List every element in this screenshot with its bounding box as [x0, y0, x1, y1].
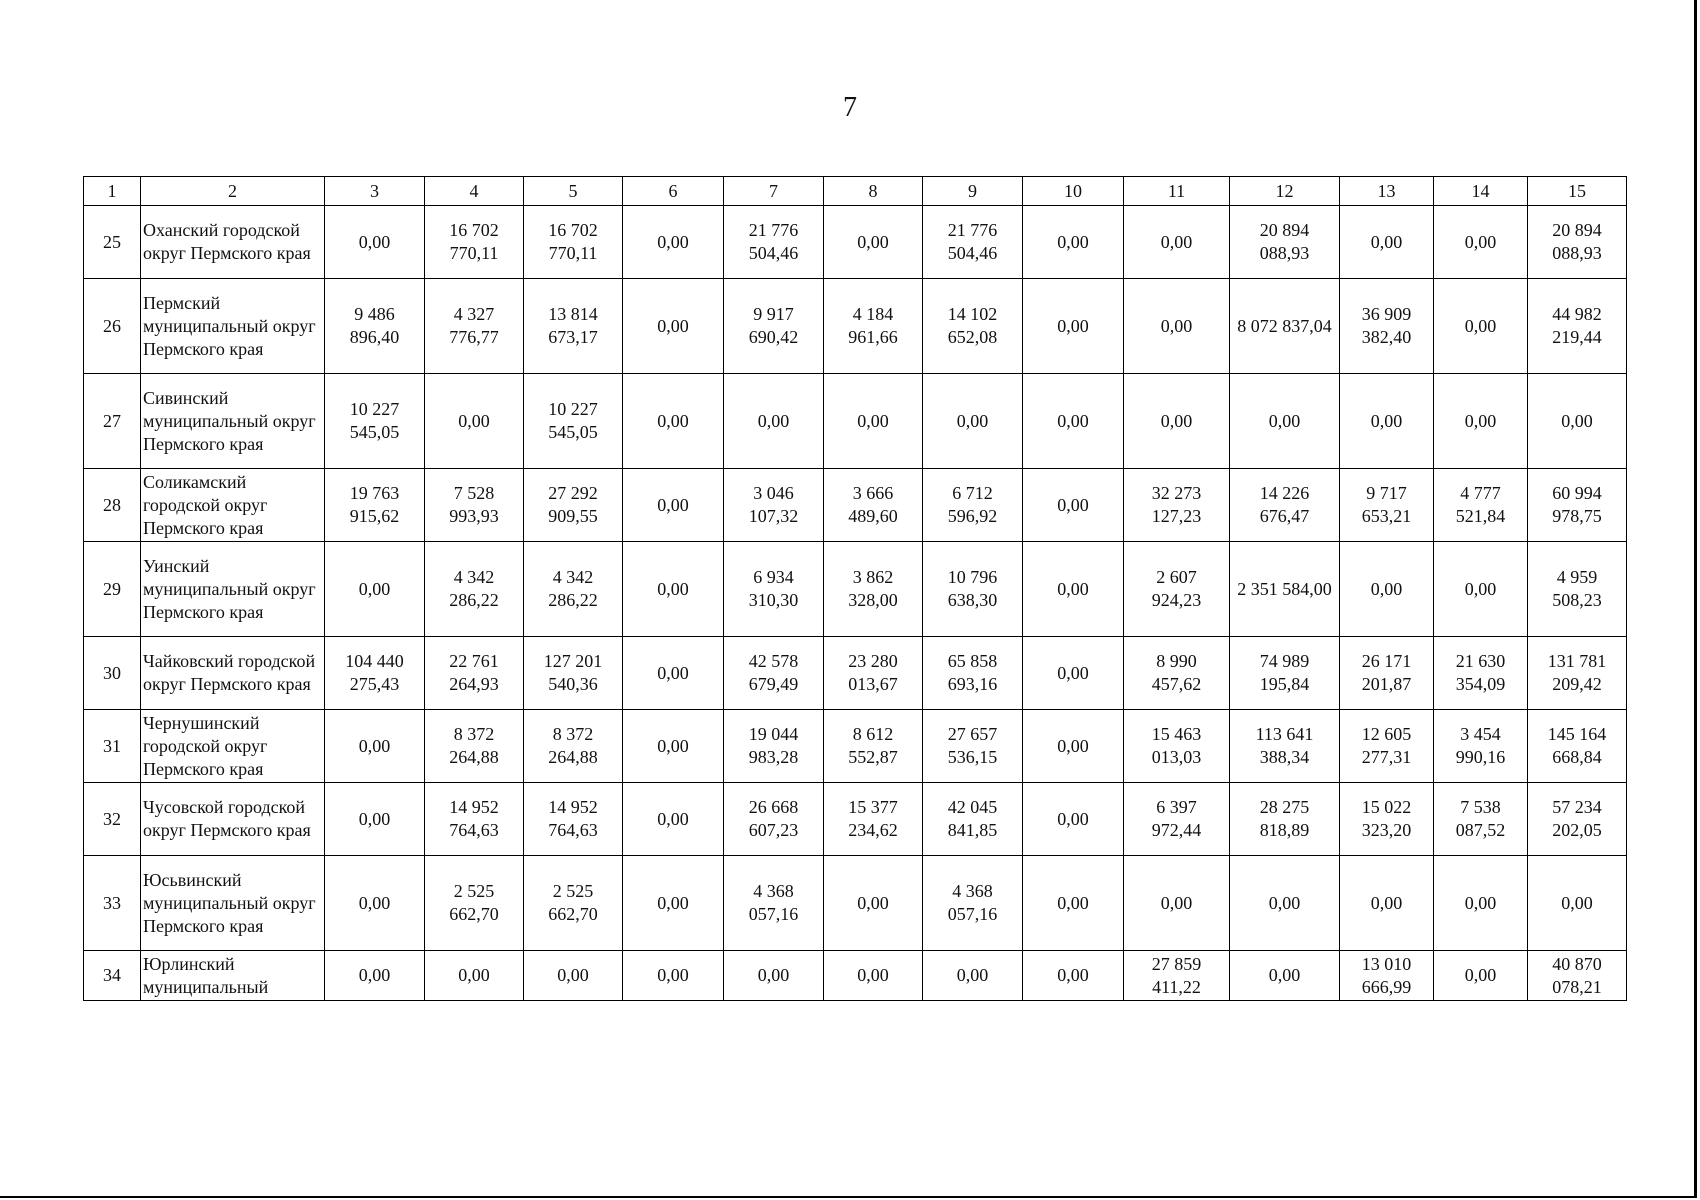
- row-number-cell: 27: [84, 374, 141, 469]
- column-header: 11: [1124, 177, 1230, 206]
- value-cell: 4 368 057,16: [724, 856, 824, 951]
- value-cell: 16 702 770,11: [425, 206, 524, 279]
- value-cell: 20 894 088,93: [1230, 206, 1340, 279]
- column-header: 8: [824, 177, 923, 206]
- value-cell: 131 781 209,42: [1528, 637, 1627, 710]
- value-cell: 0,00: [1124, 374, 1230, 469]
- value-cell: 0,00: [1023, 951, 1124, 1001]
- table-body: [84, 206, 1627, 1001]
- value-cell: 0,00: [1230, 951, 1340, 1001]
- value-cell: 23 280 013,67: [824, 637, 923, 710]
- row-number-cell: 30: [84, 637, 141, 710]
- value-cell: 19 044 983,28: [724, 710, 824, 783]
- value-cell: 0,00: [1023, 710, 1124, 783]
- column-header: 14: [1434, 177, 1528, 206]
- table-row: [84, 469, 1627, 542]
- value-cell: 0,00: [1023, 783, 1124, 856]
- value-cell: 0,00: [425, 951, 524, 1001]
- row-number-cell: 25: [84, 206, 141, 279]
- column-header: 4: [425, 177, 524, 206]
- value-cell: 8 372 264,88: [524, 710, 623, 783]
- value-cell: 15 022 323,20: [1340, 783, 1434, 856]
- value-cell: 4 368 057,16: [923, 856, 1023, 951]
- value-cell: 10 227 545,05: [325, 374, 425, 469]
- column-header: 9: [923, 177, 1023, 206]
- value-cell: 0,00: [1340, 542, 1434, 637]
- value-cell: 12 605 277,31: [1340, 710, 1434, 783]
- value-cell: 6 712 596,92: [923, 469, 1023, 542]
- table-row: [84, 374, 1627, 469]
- municipality-name-cell: Юсьвинский муниципальный округ Пермского края: [141, 856, 325, 951]
- value-cell: 0,00: [824, 374, 923, 469]
- value-cell: 26 668 607,23: [724, 783, 824, 856]
- table-row: [84, 951, 1627, 1001]
- value-cell: 0,00: [325, 783, 425, 856]
- value-cell: 4 959 508,23: [1528, 542, 1627, 637]
- value-cell: 0,00: [824, 951, 923, 1001]
- value-cell: 26 171 201,87: [1340, 637, 1434, 710]
- column-header: 2: [141, 177, 325, 206]
- value-cell: 15 377 234,62: [824, 783, 923, 856]
- value-cell: 0,00: [1124, 279, 1230, 374]
- table-row: [84, 856, 1627, 951]
- value-cell: 8 372 264,88: [425, 710, 524, 783]
- value-cell: 0,00: [1124, 206, 1230, 279]
- municipality-name-cell: Чернушинский городской округ Пермского края: [141, 710, 325, 783]
- value-cell: 9 917 690,42: [724, 279, 824, 374]
- value-cell: 0,00: [325, 206, 425, 279]
- row-number-cell: 26: [84, 279, 141, 374]
- row-number-cell: 34: [84, 951, 141, 1001]
- value-cell: 4 342 286,22: [524, 542, 623, 637]
- value-cell: 9 717 653,21: [1340, 469, 1434, 542]
- value-cell: 0,00: [824, 856, 923, 951]
- value-cell: 2 525 662,70: [425, 856, 524, 951]
- value-cell: 0,00: [824, 206, 923, 279]
- value-cell: 36 909 382,40: [1340, 279, 1434, 374]
- value-cell: 0,00: [1340, 856, 1434, 951]
- value-cell: 27 292 909,55: [524, 469, 623, 542]
- value-cell: 4 777 521,84: [1434, 469, 1528, 542]
- value-cell: 0,00: [325, 542, 425, 637]
- value-cell: 0,00: [623, 637, 724, 710]
- value-cell: 3 862 328,00: [824, 542, 923, 637]
- value-cell: 0,00: [325, 951, 425, 1001]
- value-cell: 65 858 693,16: [923, 637, 1023, 710]
- table-row: [84, 206, 1627, 279]
- value-cell: 0,00: [623, 374, 724, 469]
- column-header: 10: [1023, 177, 1124, 206]
- value-cell: 20 894 088,93: [1528, 206, 1627, 279]
- municipality-name-cell: Юрлинский муниципальный: [141, 951, 325, 1001]
- value-cell: 10 796 638,30: [923, 542, 1023, 637]
- table-row: [84, 279, 1627, 374]
- row-number-cell: 31: [84, 710, 141, 783]
- value-cell: 16 702 770,11: [524, 206, 623, 279]
- value-cell: 0,00: [1124, 856, 1230, 951]
- column-header: 1: [84, 177, 141, 206]
- value-cell: 0,00: [623, 542, 724, 637]
- value-cell: 3 454 990,16: [1434, 710, 1528, 783]
- value-cell: 7 528 993,93: [425, 469, 524, 542]
- value-cell: 0,00: [623, 206, 724, 279]
- value-cell: 2 525 662,70: [524, 856, 623, 951]
- municipality-name-cell: Оханский городской округ Пермского края: [141, 206, 325, 279]
- value-cell: 3 666 489,60: [824, 469, 923, 542]
- municipality-name-cell: Сивинский муниципальный округ Пермского края: [141, 374, 325, 469]
- value-cell: 14 102 652,08: [923, 279, 1023, 374]
- value-cell: 0,00: [1230, 374, 1340, 469]
- value-cell: 0,00: [1023, 206, 1124, 279]
- value-cell: 7 538 087,52: [1434, 783, 1528, 856]
- value-cell: 74 989 195,84: [1230, 637, 1340, 710]
- value-cell: 14 952 764,63: [524, 783, 623, 856]
- value-cell: 0,00: [1434, 951, 1528, 1001]
- value-cell: 0,00: [1528, 856, 1627, 951]
- data-table: [83, 176, 1627, 1001]
- value-cell: 2 351 584,00: [1230, 542, 1340, 637]
- value-cell: 0,00: [1528, 374, 1627, 469]
- value-cell: 0,00: [724, 951, 824, 1001]
- column-header: 13: [1340, 177, 1434, 206]
- value-cell: 0,00: [325, 710, 425, 783]
- value-cell: 6 934 310,30: [724, 542, 824, 637]
- value-cell: 28 275 818,89: [1230, 783, 1340, 856]
- value-cell: 0,00: [1023, 469, 1124, 542]
- value-cell: 0,00: [623, 710, 724, 783]
- table-row: [84, 710, 1627, 783]
- value-cell: 4 184 961,66: [824, 279, 923, 374]
- value-cell: 10 227 545,05: [524, 374, 623, 469]
- row-number-cell: 33: [84, 856, 141, 951]
- value-cell: 14 952 764,63: [425, 783, 524, 856]
- column-header: 5: [524, 177, 623, 206]
- table-row: [84, 783, 1627, 856]
- value-cell: 0,00: [325, 856, 425, 951]
- value-cell: 42 045 841,85: [923, 783, 1023, 856]
- value-cell: 0,00: [1434, 279, 1528, 374]
- column-header: 12: [1230, 177, 1340, 206]
- value-cell: 0,00: [623, 856, 724, 951]
- row-number-cell: 29: [84, 542, 141, 637]
- value-cell: 127 201 540,36: [524, 637, 623, 710]
- value-cell: 21 630 354,09: [1434, 637, 1528, 710]
- value-cell: 3 046 107,32: [724, 469, 824, 542]
- value-cell: 27 859 411,22: [1124, 951, 1230, 1001]
- value-cell: 4 327 776,77: [425, 279, 524, 374]
- municipality-name-cell: Пермский муниципальный округ Пермского края: [141, 279, 325, 374]
- value-cell: 0,00: [623, 279, 724, 374]
- value-cell: 22 761 264,93: [425, 637, 524, 710]
- page-number: 7: [843, 92, 857, 123]
- value-cell: 0,00: [1023, 279, 1124, 374]
- row-number-cell: 28: [84, 469, 141, 542]
- value-cell: 6 397 972,44: [1124, 783, 1230, 856]
- value-cell: 0,00: [1023, 637, 1124, 710]
- value-cell: 0,00: [1023, 374, 1124, 469]
- value-cell: 0,00: [425, 374, 524, 469]
- value-cell: 13 814 673,17: [524, 279, 623, 374]
- value-cell: 0,00: [923, 951, 1023, 1001]
- value-cell: 60 994 978,75: [1528, 469, 1627, 542]
- value-cell: 0,00: [1023, 542, 1124, 637]
- column-header: 3: [325, 177, 425, 206]
- value-cell: 0,00: [1230, 856, 1340, 951]
- value-cell: 4 342 286,22: [425, 542, 524, 637]
- municipality-name-cell: Соликамский городской округ Пермского края: [141, 469, 325, 542]
- value-cell: 21 776 504,46: [724, 206, 824, 279]
- value-cell: 0,00: [1340, 206, 1434, 279]
- municipality-name-cell: Чайковский городской округ Пермского края: [141, 637, 325, 710]
- value-cell: 145 164 668,84: [1528, 710, 1627, 783]
- value-cell: 8 072 837,04: [1230, 279, 1340, 374]
- value-cell: 0,00: [623, 469, 724, 542]
- value-cell: 13 010 666,99: [1340, 951, 1434, 1001]
- value-cell: 104 440 275,43: [325, 637, 425, 710]
- value-cell: 0,00: [1023, 856, 1124, 951]
- value-cell: 9 486 896,40: [325, 279, 425, 374]
- value-cell: 0,00: [724, 374, 824, 469]
- value-cell: 15 463 013,03: [1124, 710, 1230, 783]
- value-cell: 0,00: [623, 951, 724, 1001]
- value-cell: 57 234 202,05: [1528, 783, 1627, 856]
- value-cell: 32 273 127,23: [1124, 469, 1230, 542]
- value-cell: 0,00: [923, 374, 1023, 469]
- value-cell: 0,00: [1340, 374, 1434, 469]
- value-cell: 0,00: [1434, 856, 1528, 951]
- value-cell: 27 657 536,15: [923, 710, 1023, 783]
- value-cell: 44 982 219,44: [1528, 279, 1627, 374]
- column-header: 15: [1528, 177, 1627, 206]
- value-cell: 0,00: [1434, 206, 1528, 279]
- row-number-cell: 32: [84, 783, 141, 856]
- municipality-name-cell: Чусовской городской округ Пермского края: [141, 783, 325, 856]
- value-cell: 0,00: [1434, 374, 1528, 469]
- data-table-container: [83, 176, 1626, 1001]
- value-cell: 2 607 924,23: [1124, 542, 1230, 637]
- value-cell: 0,00: [1434, 542, 1528, 637]
- column-header: 7: [724, 177, 824, 206]
- value-cell: 40 870 078,21: [1528, 951, 1627, 1001]
- value-cell: 42 578 679,49: [724, 637, 824, 710]
- table-row: [84, 637, 1627, 710]
- value-cell: 0,00: [524, 951, 623, 1001]
- value-cell: 0,00: [623, 783, 724, 856]
- value-cell: 113 641 388,34: [1230, 710, 1340, 783]
- value-cell: 8 990 457,62: [1124, 637, 1230, 710]
- municipality-name-cell: Уинский муниципальный округ Пермского края: [141, 542, 325, 637]
- table-row: [84, 542, 1627, 637]
- value-cell: 14 226 676,47: [1230, 469, 1340, 542]
- column-header: 6: [623, 177, 724, 206]
- table-header-row: [84, 177, 1627, 206]
- value-cell: 21 776 504,46: [923, 206, 1023, 279]
- value-cell: 8 612 552,87: [824, 710, 923, 783]
- value-cell: 19 763 915,62: [325, 469, 425, 542]
